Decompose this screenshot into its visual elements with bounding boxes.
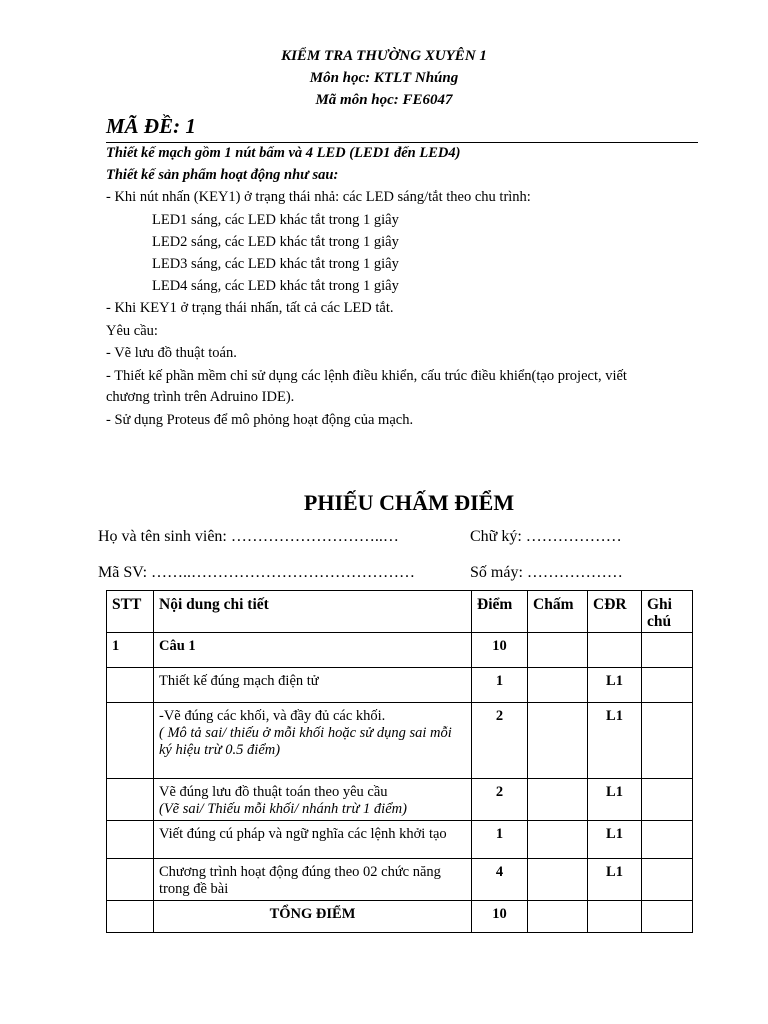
machine-number-field: Số máy: ……………… — [470, 564, 623, 581]
row-score: 1 — [472, 668, 528, 703]
row-deduction-note: ( Mô tả sai/ thiếu ở mỗi khối hoặc sử dụng sai mỗi ký hiệu trừ 0.5 điểm) — [159, 725, 452, 758]
row-cdr: L1 — [588, 859, 642, 901]
led1-step: LED1 sáng, các LED khác tắt trong 1 giây — [152, 212, 399, 228]
table-header-row — [107, 591, 693, 633]
requirement-3: - Sử dụng Proteus để mô phỏng hoạt động của mạch. — [106, 412, 414, 428]
row-stt — [107, 668, 154, 703]
total-stt-cell — [107, 901, 154, 933]
row-cdr: L1 — [588, 779, 642, 821]
table-row — [107, 779, 693, 821]
row-cdr: L1 — [588, 821, 642, 859]
row-stt — [107, 821, 154, 859]
row-note-cell[interactable] — [642, 779, 693, 821]
grading-sheet-title: PHIẾU CHẤM ĐIỂM — [303, 490, 515, 515]
row-note-cell[interactable] — [642, 821, 693, 859]
row-cdr — [588, 633, 642, 668]
exam-code: MÃ ĐỀ: 1 — [106, 114, 196, 138]
grading-table — [106, 590, 693, 933]
header-grade: Chấm — [528, 591, 588, 633]
subject-code: Mã môn học: FE6047 — [315, 92, 453, 108]
row-content: Viết đúng cú pháp và ngữ nghĩa các lệnh khởi tạo — [154, 821, 472, 859]
table-row — [107, 821, 693, 859]
row-grade-cell[interactable] — [528, 779, 588, 821]
student-id-field: Mã SV: ……..…………………………………… — [98, 564, 416, 581]
total-score: 10 — [472, 901, 528, 933]
row-note-cell[interactable] — [642, 668, 693, 703]
header-content: Nội dung chi tiết — [154, 591, 472, 633]
total-label: TỔNG ĐIỂM — [154, 901, 472, 933]
table-row — [107, 668, 693, 703]
row-note-cell[interactable] — [642, 633, 693, 668]
total-grade-cell[interactable] — [528, 901, 588, 933]
row-content: -Vẽ đúng các khối, và đầy đủ các khối. — [159, 708, 386, 724]
row-score: 2 — [472, 703, 528, 779]
row-content: Câu 1 — [154, 633, 472, 668]
row-content: Chương trình hoạt động đúng theo 02 chức năng trong đề bài — [154, 859, 472, 901]
led4-step: LED4 sáng, các LED khác tắt trong 1 giây — [152, 278, 399, 294]
header-note: Ghi chú — [642, 591, 693, 633]
row-grade-cell[interactable] — [528, 703, 588, 779]
row-score: 1 — [472, 821, 528, 859]
row-content-cell — [154, 703, 472, 779]
header-score: Điểm — [472, 591, 528, 633]
task-paragraph-2: - Khi KEY1 ở trạng thái nhấn, tất cả các LED tắt. — [106, 300, 394, 316]
requirement-1: - Vẽ lưu đồ thuật toán. — [106, 345, 237, 361]
row-note-cell[interactable] — [642, 703, 693, 779]
subject-name: Môn học: KTLT Nhúng — [309, 70, 459, 86]
row-score: 4 — [472, 859, 528, 901]
row-grade-cell[interactable] — [528, 859, 588, 901]
row-stt — [107, 703, 154, 779]
row-stt — [107, 859, 154, 901]
header-stt: STT — [107, 591, 154, 633]
total-note-cell[interactable] — [642, 901, 693, 933]
led2-step: LED2 sáng, các LED khác tắt trong 1 giây — [152, 234, 399, 250]
total-cdr-cell — [588, 901, 642, 933]
header-cdr: CĐR — [588, 591, 642, 633]
exam-title: KIỂM TRA THƯỜNG XUYÊN 1 — [281, 48, 487, 64]
divider — [106, 142, 698, 143]
task-line-2: Thiết kế sản phẩm hoạt động như sau: — [106, 167, 339, 183]
led3-step: LED3 sáng, các LED khác tắt trong 1 giây — [152, 256, 399, 272]
student-name-field: Họ và tên sinh viên: ………………………..… — [98, 528, 399, 545]
table-row — [107, 859, 693, 901]
task-paragraph-1: - Khi nút nhấn (KEY1) ở trạng thái nhả: các LED sáng/tắt theo chu trình: — [106, 189, 531, 205]
table-row — [107, 703, 693, 779]
requirement-2-cont: chương trình trên Adruino IDE). — [106, 389, 295, 405]
task-line-1: Thiết kế mạch gồm 1 nút bấm và 4 LED (LED1 đến LED4) — [106, 145, 461, 161]
requirements-label: Yêu cầu: — [106, 323, 158, 339]
table-row — [107, 633, 693, 668]
row-cdr: L1 — [588, 703, 642, 779]
requirement-2: - Thiết kế phần mềm chỉ sử dụng các lệnh điều khiển, cấu trúc điều khiển(tạo project, viết — [106, 368, 627, 384]
row-stt — [107, 779, 154, 821]
row-grade-cell[interactable] — [528, 668, 588, 703]
row-content: Vẽ đúng lưu đồ thuật toán theo yêu cầu — [159, 784, 388, 800]
row-score: 2 — [472, 779, 528, 821]
row-deduction-note: (Vẽ sai/ Thiếu mỗi khối/ nhánh trừ 1 điểm) — [159, 801, 407, 817]
row-content-cell — [154, 779, 472, 821]
total-row — [107, 901, 693, 933]
row-grade-cell[interactable] — [528, 821, 588, 859]
row-score: 10 — [472, 633, 528, 668]
signature-field: Chữ ký: ……………… — [470, 528, 622, 545]
row-note-cell[interactable] — [642, 859, 693, 901]
row-cdr: L1 — [588, 668, 642, 703]
row-stt: 1 — [107, 633, 154, 668]
row-grade-cell[interactable] — [528, 633, 588, 668]
row-content: Thiết kế đúng mạch điện tử — [154, 668, 472, 703]
